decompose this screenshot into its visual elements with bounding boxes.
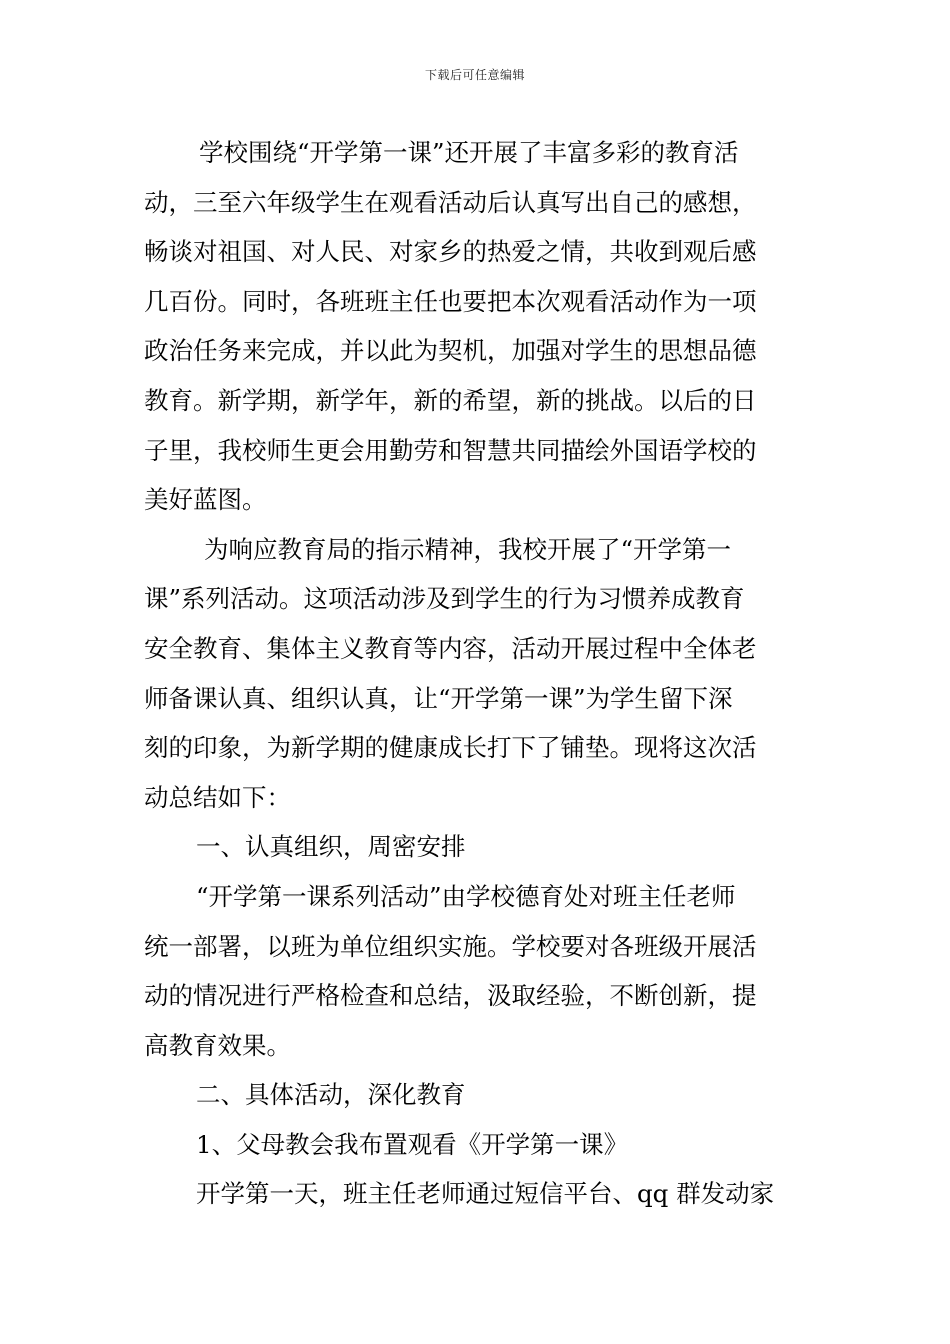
text-line: 动，三至六年级学生在观看活动后认真写出自己的感想， xyxy=(144,187,757,217)
document-body xyxy=(144,128,806,1219)
text-line: 开学第一天，班主任老师通过短信平台、qq 群发动家 xyxy=(196,1179,775,1209)
text-line: 畅谈对祖国、对人民、对家乡的热爱之情，共收到观后感 xyxy=(144,237,757,267)
text-line: 动的情况进行严格检查和总结，汲取经验，不断创新，提 xyxy=(144,981,757,1011)
text-line: 为响应教育局的指示精神，我校开展了“开学第一 xyxy=(204,534,732,564)
header-note: 下载后可任意编辑 xyxy=(424,68,525,82)
text-line: 几百份。同时，各班班主任也要把本次观看活动作为一项 xyxy=(144,286,757,316)
text-line: 子里，我校师生更会用勤劳和智慧共同描绘外国语学校的 xyxy=(144,435,757,465)
text-line: 动总结如下： xyxy=(144,782,291,812)
section-heading: 一、认真组织，周密安排 xyxy=(196,832,466,862)
text-line: 统一部署，以班为单位组织实施。学校要对各班级开展活 xyxy=(144,931,757,961)
subsection-heading: 1、父母教会我布置观看《开学第一课》 xyxy=(196,1129,629,1159)
text-line: 安全教育、集体主义教育等内容，活动开展过程中全体老 xyxy=(144,633,757,663)
text-line: 学校围绕“开学第一课”还开展了丰富多彩的教育活 xyxy=(199,138,739,167)
text-line: 课”系列活动。这项活动涉及到学生的行为习惯养成教育 xyxy=(144,584,745,614)
text-line: 刻的印象，为新学期的健康成长打下了铺垫。现将这次活 xyxy=(144,733,757,763)
text-line: 高教育效果。 xyxy=(144,1030,291,1060)
text-line: 政治任务来完成，并以此为契机，加强对学生的思想品德 xyxy=(144,336,757,366)
text-line: 教育。新学期，新学年，新的希望，新的挑战。以后的日 xyxy=(144,385,757,415)
text-line: 美好蓝图。 xyxy=(144,485,267,515)
text-line: “开学第一课系列活动”由学校德育处对班主任老师 xyxy=(196,881,736,911)
section-heading: 二、具体活动，深化教育 xyxy=(196,1080,466,1110)
text-line: 师备课认真、组织认真，让“开学第一课”为学生留下深 xyxy=(144,683,733,713)
